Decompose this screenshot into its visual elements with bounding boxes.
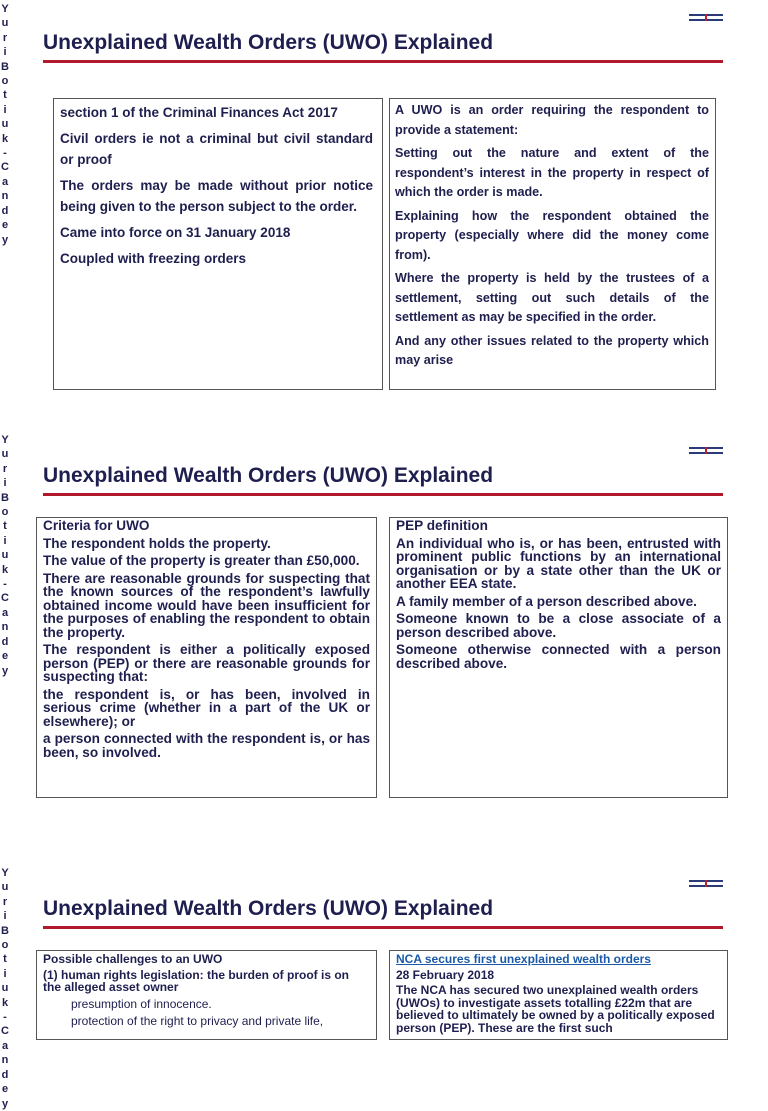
slide2-title: Unexplained Wealth Orders (UWO) Explained bbox=[43, 464, 494, 487]
slide1-right-item: Where the property is held by the trustees of a settlement, setting out such details of the settlement as may be specified in the order. bbox=[395, 271, 709, 324]
slide3-left-point: (1) human rights legislation: the burden of proof is on the alleged asset owner bbox=[43, 967, 349, 994]
slide1-right-item: A UWO is an order requiring the respondent to provide a statement: bbox=[395, 103, 709, 137]
slide2-left-item: The value of the property is greater than £50,000. bbox=[43, 553, 360, 568]
side-label-char: e bbox=[1, 650, 9, 663]
slide3-left-heading: Possible challenges to an UWO bbox=[43, 952, 223, 966]
side-label-char: t bbox=[3, 953, 7, 966]
side-label-3 bbox=[0, 866, 10, 1111]
slide2-right-item: An individual who is, or has been, entrusted with prominent public functions by an international organisation or by a state other than the UK or another EEA state. bbox=[396, 535, 721, 591]
side-label-char: t bbox=[3, 520, 7, 533]
side-label-char: k bbox=[1, 132, 9, 145]
side-label-char: n bbox=[1, 621, 9, 634]
side-label-char: a bbox=[1, 1039, 9, 1052]
slide1-left-item: The orders may be made without prior notice being given to the person subject to the order. bbox=[60, 178, 373, 214]
side-label-char: k bbox=[1, 996, 9, 1009]
slide1-right-item: Setting out the nature and extent of the respondent’s interest in the property in respect of which the order is made. bbox=[395, 146, 709, 199]
side-label-char: i bbox=[3, 967, 7, 980]
slide1-title: Unexplained Wealth Orders (UWO) Explained bbox=[43, 31, 494, 54]
uk-flag-icon bbox=[689, 880, 723, 887]
slide3-right-box bbox=[389, 950, 728, 1040]
uk-flag-icon bbox=[689, 447, 723, 454]
slide2-left-item: There are reasonable grounds for suspecting that the known sources of the respondent’s lawfully obtained income would have been insufficient for the purposes of enabling the respondent to obtain the property. bbox=[43, 570, 370, 640]
slide3-left-sub: protection of the right to privacy and private life, bbox=[71, 1013, 324, 1028]
side-label-char: r bbox=[2, 895, 8, 908]
side-label-char: B bbox=[1, 60, 9, 73]
slide1-right-item: And any other issues related to the property which may arise bbox=[395, 333, 709, 367]
uk-flag-icon bbox=[689, 14, 723, 21]
side-label-char: - bbox=[3, 1011, 7, 1024]
slide1-right-item: Explaining how the respondent obtained the property (especially where did the money come from). bbox=[395, 208, 709, 262]
side-label-char: n bbox=[1, 190, 9, 203]
side-label-char: k bbox=[1, 563, 9, 576]
side-label-char: y bbox=[1, 233, 9, 246]
slide3-left-sub: presumption of innocence. bbox=[71, 996, 212, 1011]
side-label-char: d bbox=[1, 1068, 9, 1081]
side-label-char: e bbox=[1, 1083, 9, 1096]
slide1-left-box bbox=[53, 98, 383, 390]
side-label-char: Y bbox=[1, 867, 9, 879]
side-label-char: u bbox=[1, 881, 9, 894]
title-rule bbox=[43, 926, 723, 929]
side-label-char: B bbox=[1, 924, 9, 937]
slide2-right-item: PEP definition bbox=[396, 518, 488, 533]
side-label-1 bbox=[0, 2, 10, 247]
side-label-char: r bbox=[2, 462, 8, 475]
side-label-char: C bbox=[1, 592, 9, 605]
side-label-char: d bbox=[1, 204, 9, 217]
slide2-left-item: Criteria for UWO bbox=[43, 518, 150, 533]
side-label-char: y bbox=[1, 664, 9, 677]
side-label-char: u bbox=[1, 448, 9, 461]
slide3-right-date: 28 February 2018 bbox=[396, 967, 495, 982]
nca-article-link[interactable]: NCA secures first unexplained wealth orders bbox=[396, 952, 651, 966]
side-label-char: i bbox=[3, 46, 7, 59]
side-label-2 bbox=[0, 433, 10, 678]
side-label-char: e bbox=[1, 219, 9, 232]
side-label-char: - bbox=[3, 578, 7, 591]
side-label-char: C bbox=[1, 161, 9, 174]
side-label-char: i bbox=[3, 477, 7, 490]
side-label-char: a bbox=[1, 606, 9, 619]
slide2-left-box bbox=[36, 517, 377, 798]
side-label-char: a bbox=[1, 175, 9, 188]
side-label-char: u bbox=[1, 118, 9, 131]
side-label-char: Y bbox=[1, 3, 9, 15]
side-label-char: o bbox=[1, 939, 9, 952]
side-label-char: - bbox=[3, 147, 7, 160]
side-label-char: o bbox=[1, 75, 9, 88]
side-label-char: u bbox=[1, 17, 9, 30]
slide2-left-item: the respondent is, or has been, involved in serious crime (whether in a part of the UK or elsewhere); or bbox=[43, 686, 370, 729]
side-label-char: r bbox=[2, 31, 8, 44]
slide2-right-item: Someone otherwise connected with a person described above. bbox=[396, 642, 721, 671]
side-label-char: i bbox=[3, 534, 7, 547]
side-label-char: o bbox=[1, 506, 9, 519]
title-rule bbox=[43, 493, 723, 496]
side-label-char: B bbox=[1, 491, 9, 504]
slide1-left-item: Civil orders ie not a criminal but civil standard or proof bbox=[60, 131, 373, 167]
side-label-char: i bbox=[3, 910, 7, 923]
slide1-left-item: Coupled with freezing orders bbox=[60, 251, 247, 266]
slide1-left-item: Came into force on 31 January 2018 bbox=[60, 225, 291, 240]
slide2-right-item: Someone known to be a close associate of a person described above. bbox=[396, 611, 721, 640]
slide2-left-item: The respondent is either a politically exposed person (PEP) or there are reasonable grounds for suspecting that: bbox=[43, 642, 370, 684]
side-label-char: u bbox=[1, 549, 9, 562]
side-label-char: C bbox=[1, 1025, 9, 1038]
slide1-right-box bbox=[389, 98, 716, 390]
side-label-char: Y bbox=[1, 434, 9, 446]
slide2-right-box bbox=[389, 517, 728, 798]
slide2-right-item: A family member of a person described above. bbox=[396, 593, 697, 609]
side-label-char: y bbox=[1, 1097, 9, 1110]
side-label-char: d bbox=[1, 635, 9, 648]
slide3-title: Unexplained Wealth Orders (UWO) Explained bbox=[43, 897, 494, 920]
side-label-char: t bbox=[3, 89, 7, 102]
side-label-char: n bbox=[1, 1054, 9, 1067]
slide3-right-body: The NCA has secured two unexplained wealth orders (UWOs) to investigate assets totalling £22m that are believed to ultimately be owned by a politically exposed person (PEP). These are the first such bbox=[396, 983, 715, 1035]
slide1-left-item: section 1 of the Criminal Finances Act 2017 bbox=[60, 105, 338, 120]
side-label-char: i bbox=[3, 103, 7, 116]
side-label-char: u bbox=[1, 982, 9, 995]
slide2-left-item: a person connected with the respondent is, or has been, so involved. bbox=[43, 731, 370, 760]
slide3-left-box bbox=[36, 950, 377, 1040]
title-rule bbox=[43, 60, 723, 63]
slide2-left-item: The respondent holds the property. bbox=[43, 535, 271, 551]
